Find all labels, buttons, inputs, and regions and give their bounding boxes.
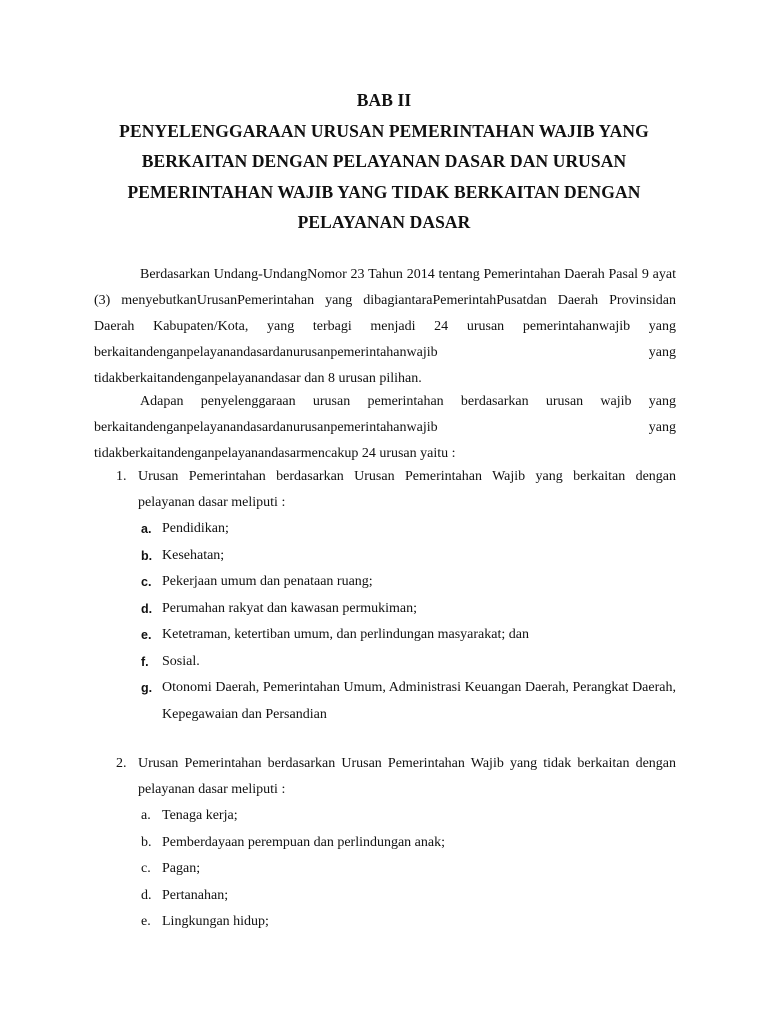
sub-list-item [94,622,676,649]
sub-list-text: Pertanahan; [162,887,229,903]
list-item [94,751,676,803]
sub-list-letter: d. [141,887,152,903]
chapter-number: BAB II [356,90,412,110]
list-non-basic-services [94,751,676,936]
chapter-heading [0,85,768,238]
paragraph-text: Adapan penyelenggaraan urusan pemerintahan berdasarkan urusan wajib yang [140,394,676,409]
sub-list-text: Pendidikan; [162,521,229,536]
sub-list-letter: e. [141,628,152,642]
sub-list-item [94,516,676,543]
chapter-title-line: PELAYANAN DASAR [297,212,471,232]
sub-list-letter: c. [141,861,151,876]
intro-paragraph: Berdasarkan Undang-UndangNomor 23 Tahun 2014 tentang Pemerintahan Daerah Pasal 9 ayat (3) menyebutkanUrusanPemerintahan yang dibagiantaraPemerintahPusatdan Daerah Provinsidan Daerah Kabupaten/Kota, yang terbagi menjadi 24 urusan pemerintahanwajib yang berkaitandenganpelayanandasardanurusanpemerintahanwajib yang tidakberkaitandenganpelayanandasar dan 8 urusan pilihan. [94,267,676,386]
sub-list-text: Pekerjaan umum dan penataan ruang; [162,574,373,589]
sub-list-letter: b. [141,834,152,850]
sub-list-item [94,909,676,936]
sub-list-item [94,596,676,623]
sub-list-text: Tenaga kerja; [162,808,238,823]
sub-list-text: Otonomi Daerah, Pemerintahan Umum, Administrasi Keuangan Daerah, Perangkat Daerah, Kepegawaian dan Persandian [162,680,676,722]
sub-list-text: Ketetraman, ketertiban umum, dan perlindungan masyarakat; dan [162,627,529,642]
sub-list-text: Perumahan rakyat dan kawasan permukiman; [162,600,418,616]
sub-list-letter: c. [141,575,152,589]
list-item [94,464,676,516]
list-number: 2. [116,756,127,771]
sub-list-item [94,649,676,676]
sub-list-letter: f. [141,654,149,669]
second-paragraph-line: berkaitandenganpelayanandasardanurusanpemerintahanwajib yang [94,420,676,435]
sub-list-text: Lingkungan hidup; [162,914,269,929]
sub-list-letter: a. [141,808,151,823]
second-paragraph-line: tidakberkaitandenganpelayanandasarmencakup 24 urusan yaitu : [94,446,456,461]
sub-list-letter: b. [141,548,153,563]
sub-list-text: Pagan; [162,861,201,876]
sub-list-item [94,883,676,910]
sub-list-item [94,569,676,596]
sub-list-item [94,830,676,857]
sub-list-text: Pemberdayaan perempuan dan perlindungan anak; [162,834,446,850]
sub-list-text: Kesehatan; [162,547,225,563]
chapter-title-line: PEMERINTAHAN WAJIB YANG TIDAK BERKAITAN DENGAN [127,181,641,202]
intro-paragraph-block [94,262,676,392]
list-item-text: Urusan Pemerintahan berdasarkan Urusan Pemerintahan Wajib yang berkaitan dengan pelayanan dasar meliputi : [138,469,676,510]
sub-list-letter: a. [141,522,152,536]
chapter-title-line: BERKAITAN DENGAN PELAYANAN DASAR DAN URUSAN [141,151,627,171]
list-item-text: Urusan Pemerintahan berdasarkan Urusan Pemerintahan Wajib yang tidak berkaitan dengan pelayanan dasar meliputi : [138,756,676,797]
sub-list-item [94,803,676,830]
sub-list-letter: g. [141,681,153,695]
list-basic-services [94,464,676,728]
second-paragraph-line [94,389,676,415]
sub-list-item [94,675,676,728]
list-number: 1. [116,469,127,484]
sub-list-letter: d. [141,601,153,616]
sub-list-text: Sosial. [162,653,200,669]
sub-list-item [94,543,676,570]
second-paragraph-block [94,389,676,467]
chapter-title-line: PENYELENGGARAAN URUSAN PEMERINTAHAN WAJIB YANG [119,120,649,141]
sub-list-item [94,856,676,883]
sub-list-letter: e. [141,914,151,929]
